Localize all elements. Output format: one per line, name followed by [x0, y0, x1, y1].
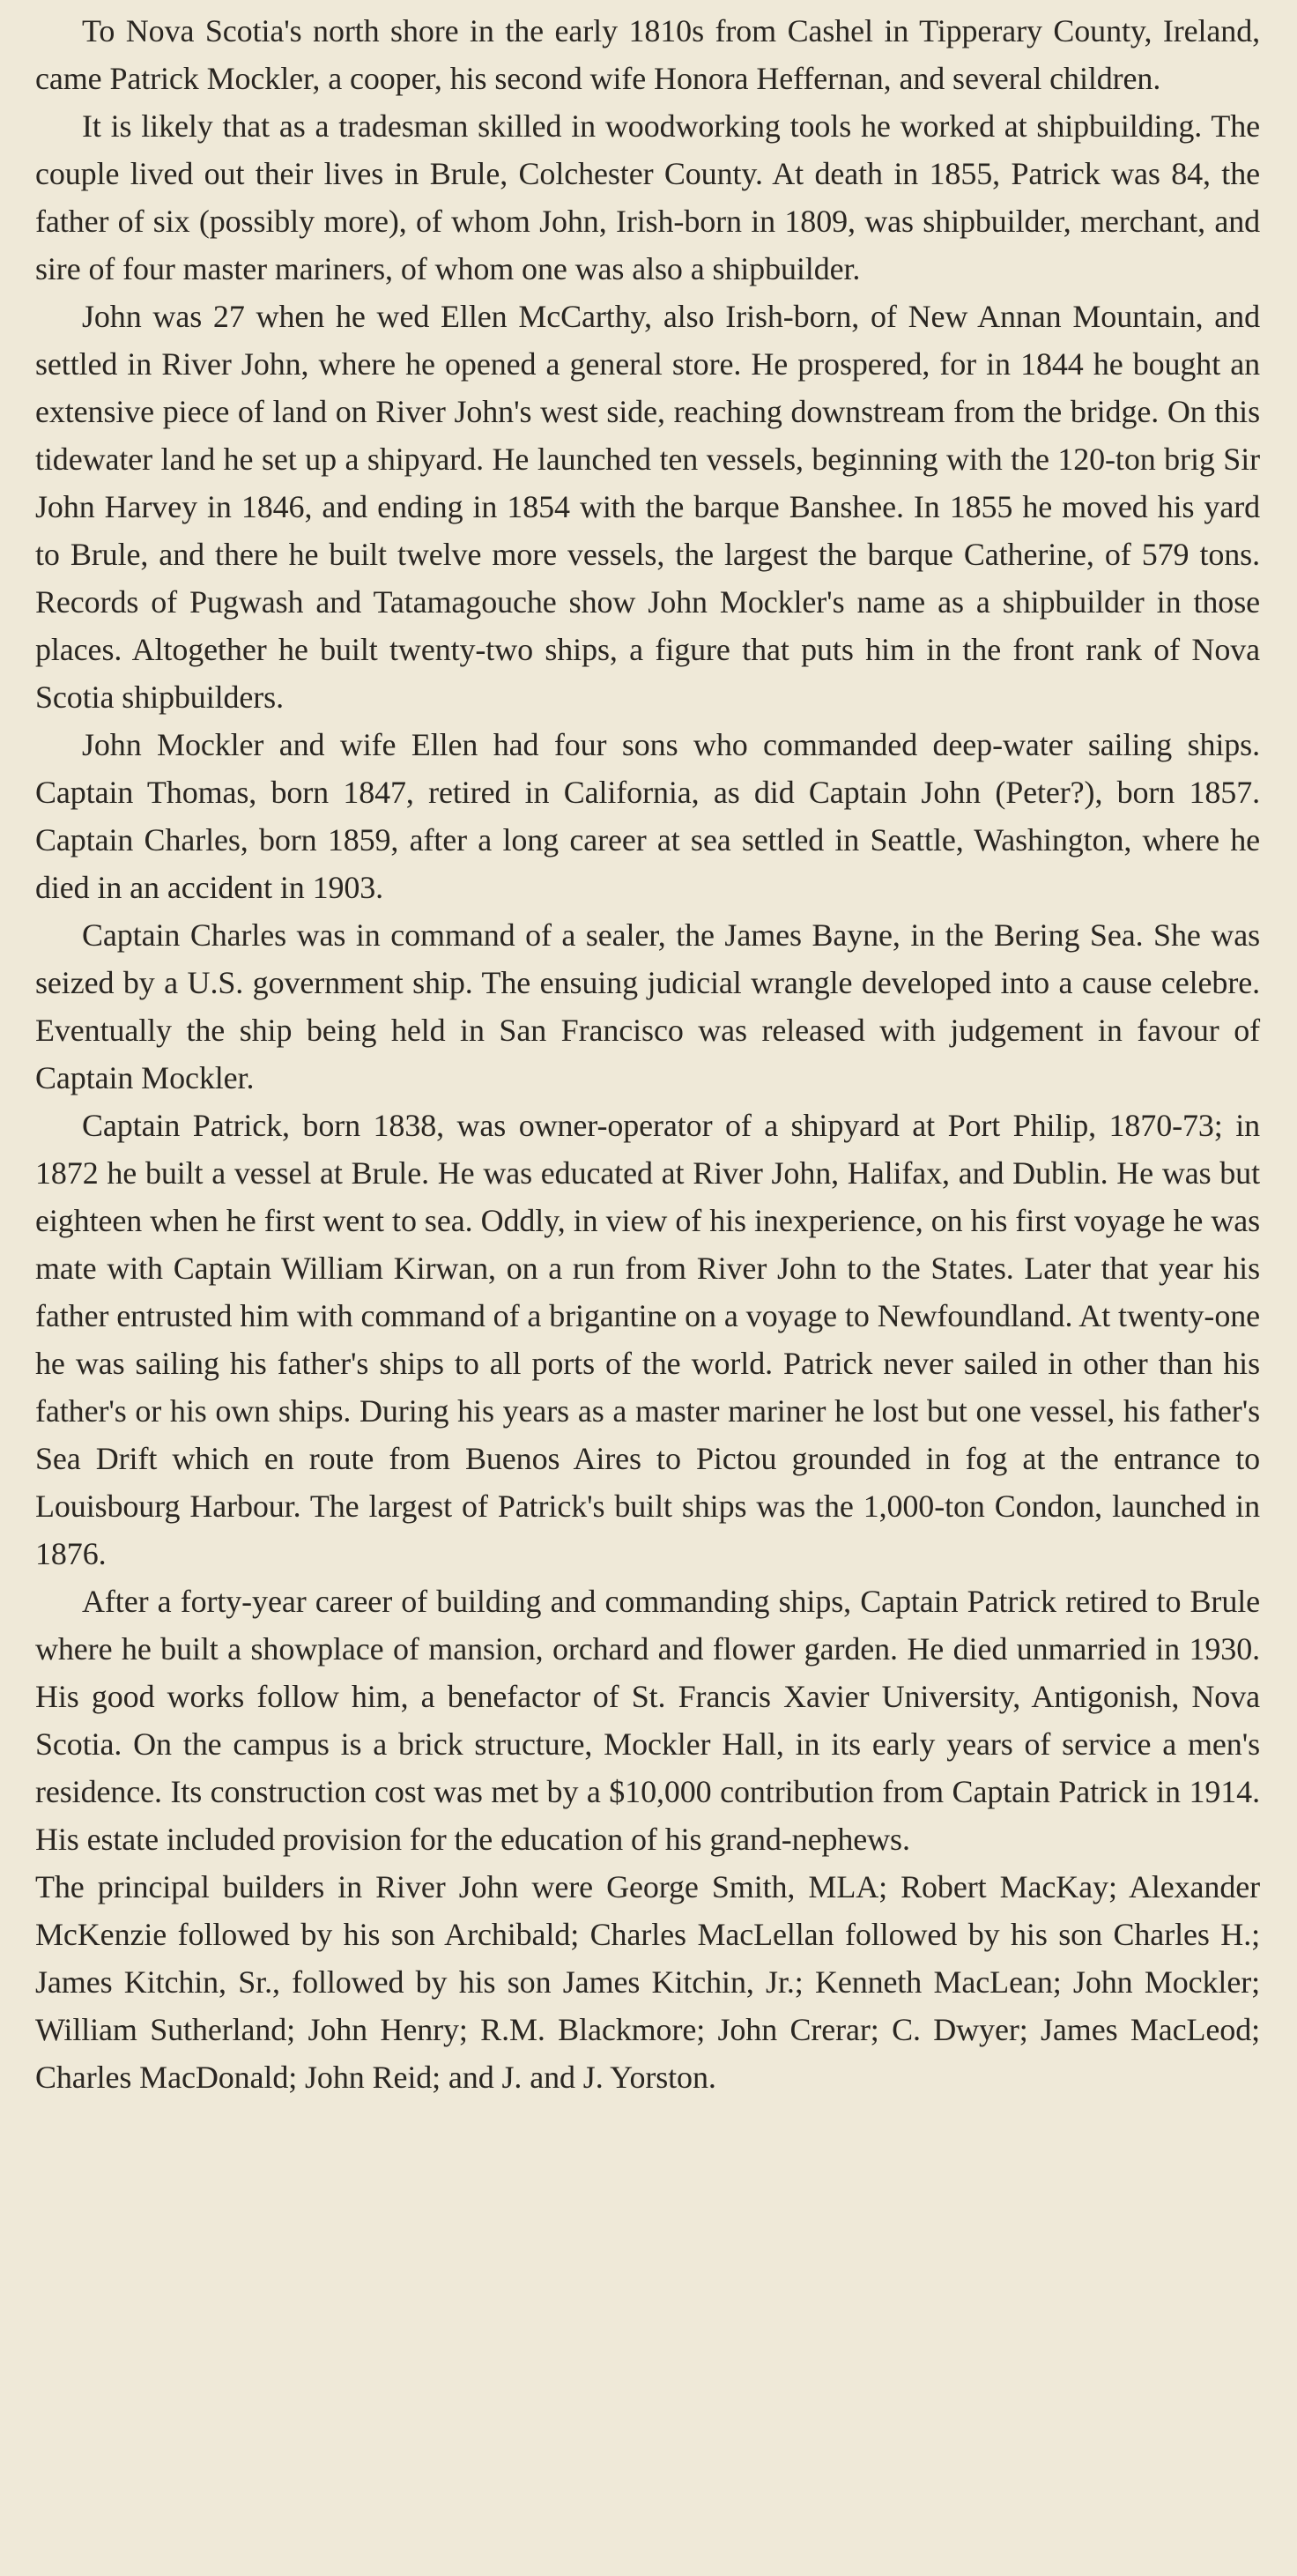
paragraph-7: After a forty-year career of building and commanding ships, Captain Patrick retired to Brule where he built a showplace of mansion, orchard and flower garden. He died unmarried in 1930. His good works follow him, a benefactor of St. Francis Xavier University, Antigonish, Nova Scotia. On the campus is a brick structure, Mockler Hall, in its early years of service a men's residence. Its construction cost was met by a $10,000 contribution from Captain Patrick in 1914. His estate included provision for the education of his grand-nephews. — [35, 1584, 1260, 1857]
paragraph-4: John Mockler and wife Ellen had four sons who commanded deep-water sailing ships. Captain Thomas, born 1847, retired in California, as did Captain John (Peter?), born 1857. Captain Charles, born 1859, after a long career at sea settled in Seattle, Washington, where he died in an accident in 1903. — [35, 727, 1260, 905]
paragraph-6: Captain Patrick, born 1838, was owner-operator of a shipyard at Port Philip, 1870-73; in 1872 he built a vessel at Brule. He was educated at River John, Halifax, and Dublin. He was but eighteen when he first went to sea. Oddly, in view of his inexperience, on his first voyage he was mate with Captain William Kirwan, on a run from River John to the States. Later that year his father entrusted him with command of a brigantine on a voyage to Newfoundland. At twenty-one he was sailing his father's ships to all ports of the world. Patrick never sailed in other than his father's or his own ships. During his years as a master mariner he lost but one vessel, his father's Sea Drift which en route from Buenos Aires to Pictou grounded in fog at the entrance to Louisbourg Harbour. The largest of Patrick's built ships was the 1,000-ton Condon, launched in 1876. — [35, 1108, 1260, 1571]
paragraph-3: John was 27 when he wed Ellen McCarthy, also Irish-born, of New Annan Mountain, and settled in River John, where he opened a general store. He prospered, for in 1844 he bought an extensive piece of land on River John's west side, reaching downstream from the bridge. On this tidewater land he set up a shipyard. He launched ten vessels, beginning with the 120-ton brig Sir John Harvey in 1846, and ending in 1854 with the barque Banshee. In 1855 he moved his yard to Brule, and there he built twelve more vessels, the largest the barque Catherine, of 579 tons. Records of Pugwash and Tatamagouche show John Mockler's name as a shipbuilder in those places. Altogether he built twenty-two ships, a figure that puts him in the front rank of Nova Scotia shipbuilders. — [35, 299, 1260, 715]
body-text — [35, 0, 1260, 2101]
paragraph-2: It is likely that as a tradesman skilled in woodworking tools he worked at shipbuilding. The couple lived out their lives in Brule, Colchester County. At death in 1855, Patrick was 84, the father of six (possibly more), of whom John, Irish-born in 1809, was shipbuilder, merchant, and sire of four master mariners, of whom one was also a shipbuilder. — [35, 108, 1260, 286]
paragraph-5: Captain Charles was in command of a sealer, the James Bayne, in the Bering Sea. She was seized by a U.S. government ship. The ensuing judicial wrangle developed into a cause celebre. Eventually the ship being held in San Francisco was released with judgement in favour of Captain Mockler. — [35, 917, 1260, 1095]
paragraph-1: To Nova Scotia's north shore in the early 1810s from Cashel in Tipperary County, Ireland, came Patrick Mockler, a cooper, his second wife Honora Heffernan, and several children. — [35, 13, 1260, 96]
paragraph-8: The principal builders in River John were George Smith, MLA; Robert MacKay; Alexander McKenzie followed by his son Archibald; Charles MacLellan followed by his son Charles H.; James Kitchin, Sr., followed by his son James Kitchin, Jr.; Kenneth MacLean; John Mockler; William Sutherland; John Henry; R.M. Blackmore; John Crerar; C. Dwyer; James MacLeod; Charles MacDonald; John Reid; and J. and J. Yorston. — [35, 1869, 1260, 2095]
